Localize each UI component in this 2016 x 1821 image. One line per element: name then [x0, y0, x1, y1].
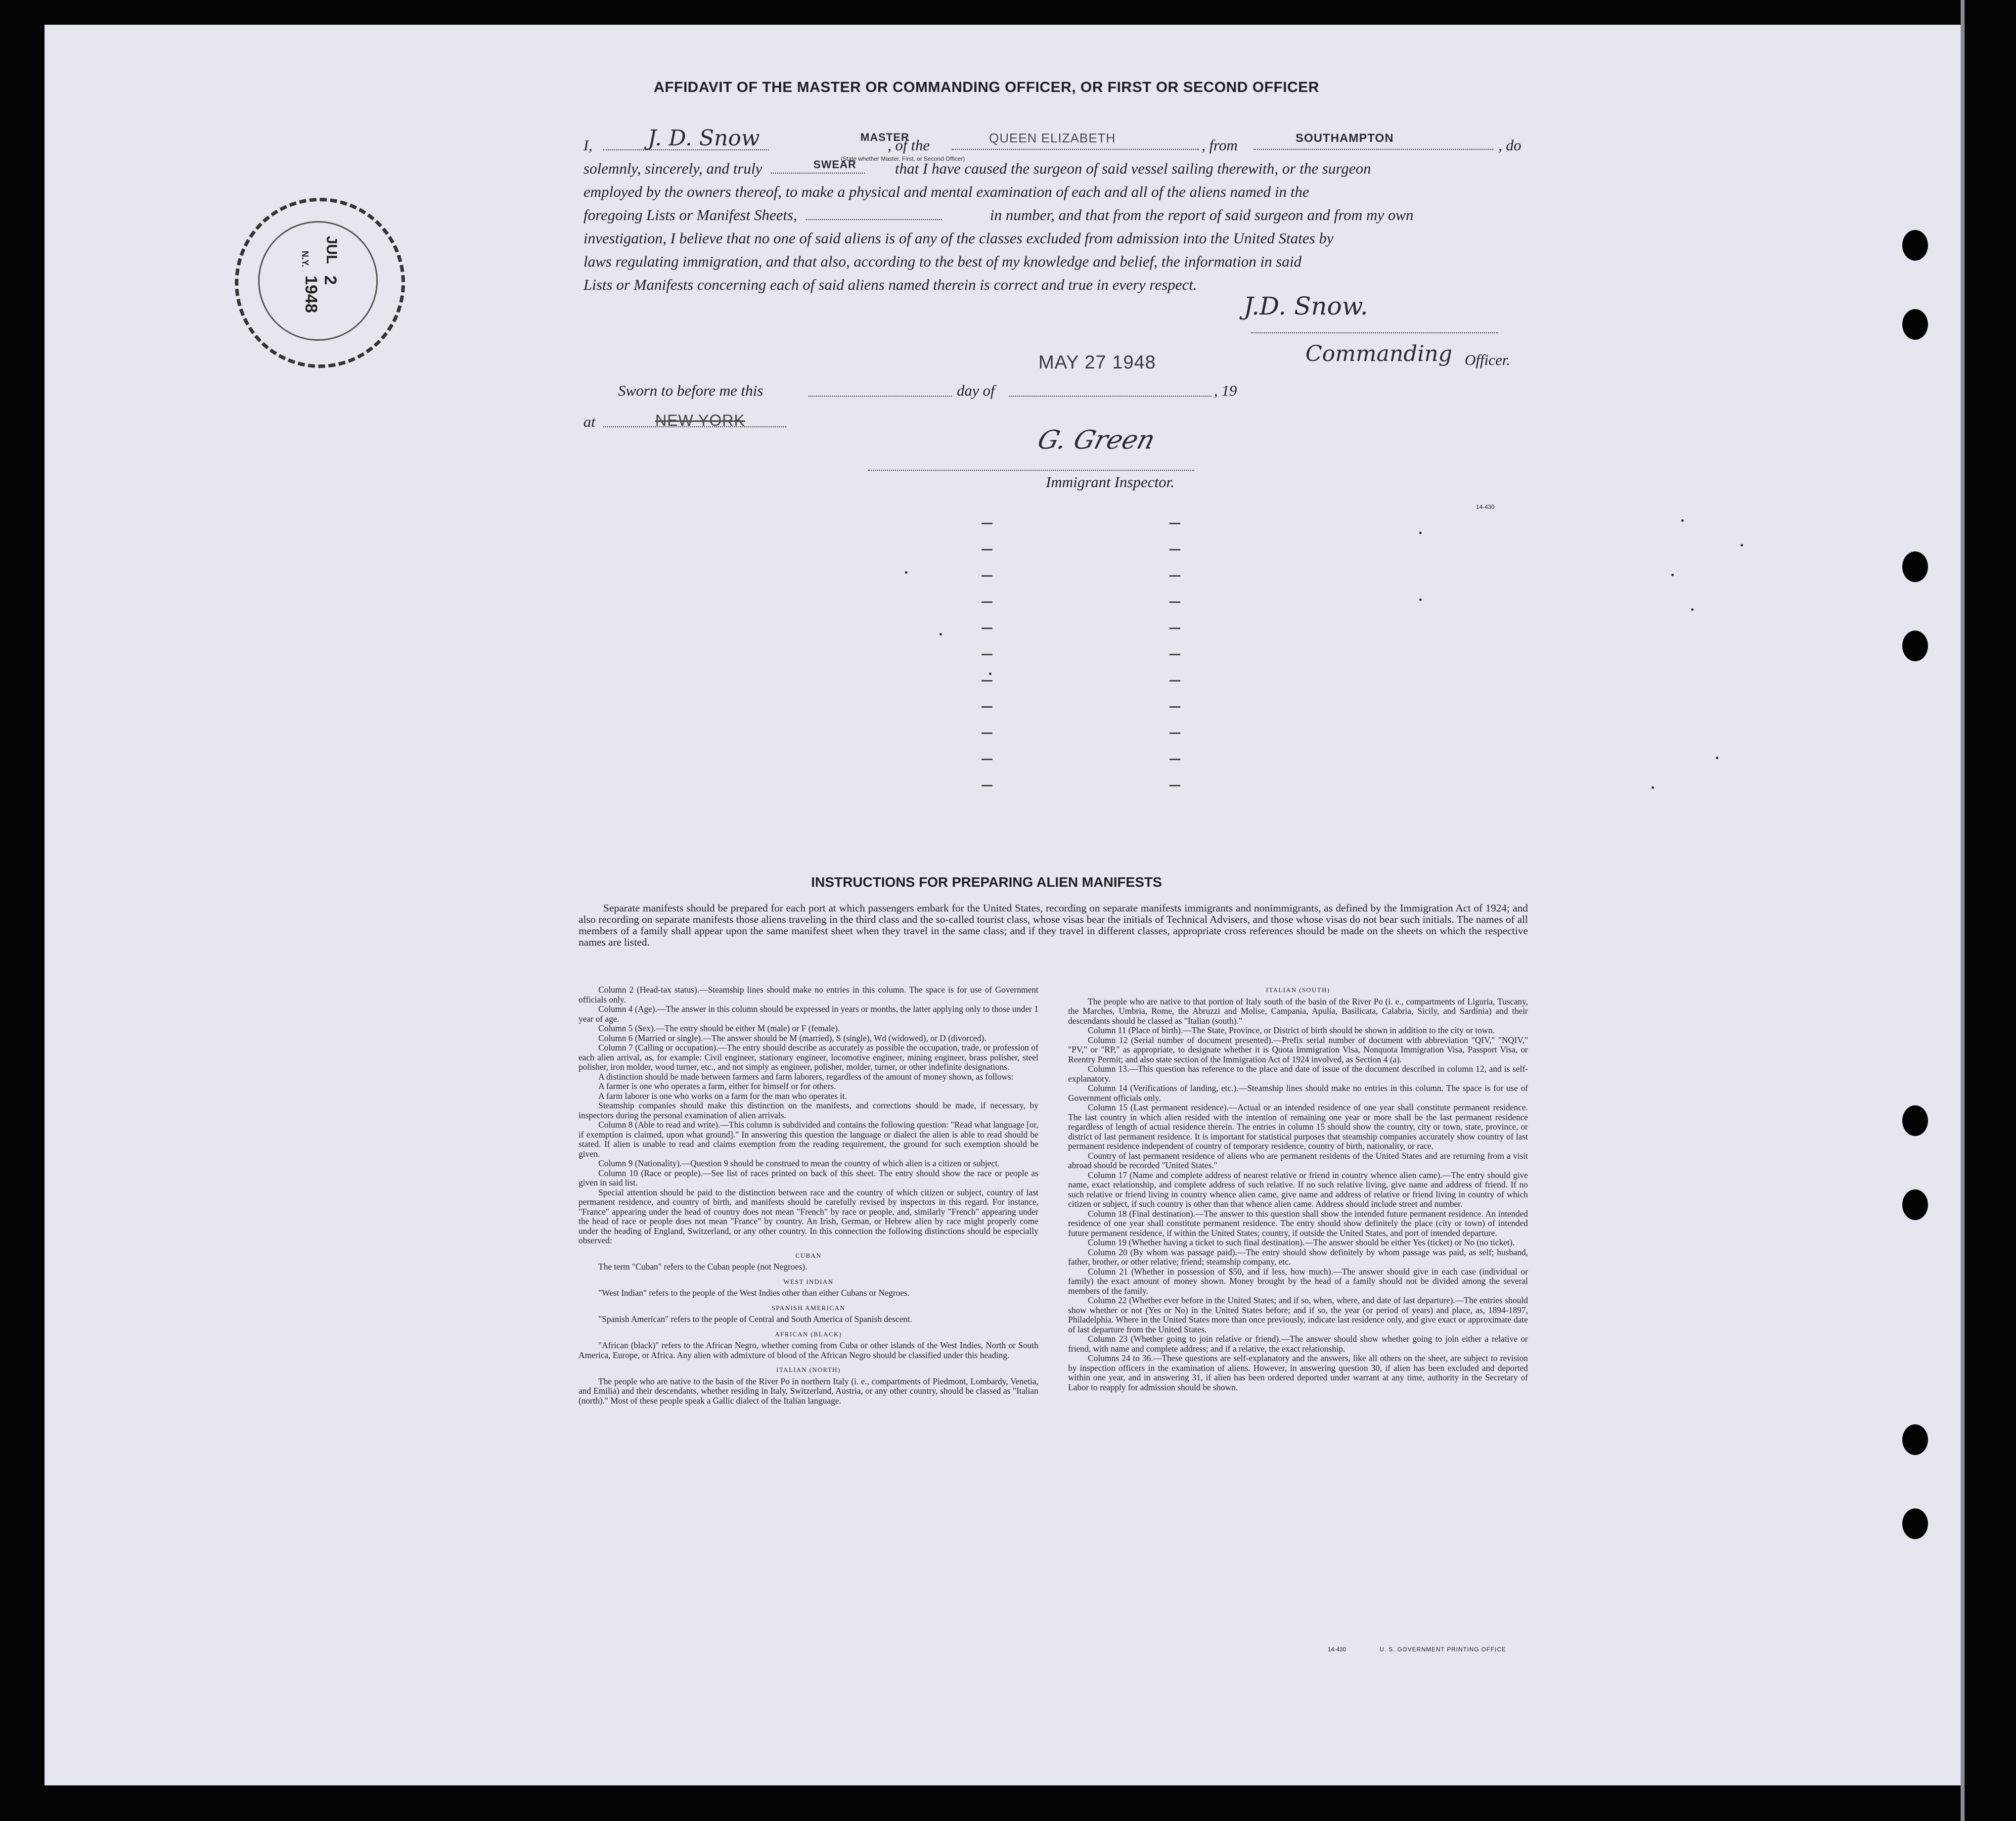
sworn-prefix: Sworn to before me this — [618, 382, 763, 399]
bleed-dot — [1671, 574, 1674, 576]
instr-left-p8: A farm laborer is one who works on a farm for the man who operates it. — [598, 1091, 847, 1101]
instr-left-p12: Column 10 (Race or people).—See list of races printed on back of this sheet. The entry should show the race or people as given in said list. — [579, 1168, 1038, 1187]
postmark-day-year: 2 1948 — [302, 275, 340, 313]
instr-right-c23: Column 23 (Whether going to join relative or friend).—The answer should show whether going to join either a relative or friend, with name and complete address; and if a relative, the exact relationship. — [1068, 1334, 1528, 1354]
instr-left-p4: Column 6 (Married or single).—The answer should be M (married), S (single), Wd (widowed), or D (divorced). — [598, 1033, 986, 1043]
bleed-mark — [1169, 575, 1180, 577]
instr-left-p1: Column 2 (Head-tax status).—Steamship lines should make no entries in this column. The space is for use of Government officials only. — [579, 985, 1038, 1004]
instr-right-c13: Column 13.—This question has reference to the place and date of issue of the document described in column 12, and is self-explanatory. — [1068, 1064, 1528, 1084]
instr-right-c15b: Country of last permanent residence of aliens who are permanent residents of the United States and are returning from a visit abroad should be recorded "United States." — [1068, 1150, 1528, 1170]
bleed-dot — [905, 571, 907, 574]
affidavit-prefix-i: I, — [583, 137, 593, 154]
affidavit-line-2 — [583, 157, 1528, 180]
inspector-signature: G. Green — [1034, 425, 1159, 455]
affidavit-line-5: investigation, I believe that no one of said aliens is of any of the classes excluded from admission into the United States by — [583, 229, 1334, 247]
instr-left-p5: Column 7 (Calling or occupation).—The entry should describe as accurately as possible the occupation, trade, or profession of each alien arrival, as, for example: Civil engineer, stationary engineer, locomotive engineer, mining engineer, brass polisher, steel polisher, iron molder, wood turner, etc., and not simply as engineer, polisher, molder, turner, or other indefinite designations. — [579, 1043, 1038, 1072]
sworn-month-line — [1009, 396, 1211, 397]
instr-right-c15: Column 15 (Last permanent residence).—Actual or an intended residence of one year shall constitute permanent residence. The last country in which alien resided with the intention of remaining one year or more shall be the last permanent residence regardless of length of actual residence therein. The entries in column 15 should show the country, city or town, state, province, or district of last permanent residence. It is important for statistical purposes that steamship companies accurately show country of last permanent residence independent of country of temporary residence, country of birth, nationality, or race. — [1068, 1102, 1528, 1151]
text-cuban: The term "Cuban" refers to the Cuban people (not Negroes). — [598, 1262, 807, 1272]
bleed-mark — [982, 654, 992, 655]
binder-hole — [1902, 1424, 1928, 1455]
bleed-mark — [982, 575, 992, 577]
departure-port: SOUTHAMPTON — [1296, 132, 1394, 145]
instr-left-p13: Special attention should be paid to the distinction between race and the country of which citizen or subject, country of last permanent residence, and country of birth, and manifests should be carefully revised by inspectors in this regard. For instance, "France" appearing under the head of country does not mean "French" by race or people, and, similarly "French" appearing under the head of race or people does not mean "France" by country. An Irish, German, or Hebrew alien by race might properly come under the heading of England, Switzerland, or any other country. In this connection the following distinctions should be especially observed: — [579, 1187, 1038, 1245]
oath-stamp: SWEAR — [813, 158, 856, 171]
bleed-dot — [1419, 598, 1422, 601]
instr-right-c19: Column 19 (Whether having a ticket to such final destination).—The answer should be either Yes (ticket) or No (no ticket). — [1088, 1237, 1515, 1247]
year-prefix: , 19 — [1214, 382, 1237, 399]
bleed-mark — [1169, 759, 1180, 760]
line4-suffix: in number, and that from the report of said surgeon and from my own — [990, 206, 1414, 224]
instr-left-p7: A farmer is one who operates a farm, either for himself or for others. — [598, 1081, 836, 1091]
count-field-line — [806, 219, 942, 220]
footer-form-number: 14-430 — [1328, 1646, 1346, 1653]
text-spanish-american: "Spanish American" refers to the people of Central and South America of Spanish descent. — [598, 1314, 912, 1324]
bleed-mark — [1169, 785, 1180, 786]
bleed-dot — [1741, 544, 1743, 546]
instr-right-c12: Column 12 (Serial number of document presented).—Prefix serial number of document with abbreviation "QIV," "NQIV," "PV," or "RP," as appropriate, to designate whether it is Quota Immigration Visa, Nonquota Immigration Visa, Passport Visa, or Reentry Permit; and also state section of the Immigration Act of 1924 involved, as Section 4 (a). — [1068, 1035, 1528, 1064]
bleed-mark — [1169, 680, 1180, 682]
bleed-mark — [1169, 523, 1180, 524]
affidavit-body — [583, 126, 1528, 296]
signature-line — [1251, 332, 1498, 333]
heading-cuban: CUBAN — [795, 1251, 822, 1259]
bleed-mark — [1169, 549, 1180, 550]
bleed-mark — [982, 601, 992, 603]
line2-prefix: solemnly, sincerely, and truly — [583, 160, 762, 177]
instr-right-c20: Column 20 (By whom was passage paid).—The entry should show definitely by whom passage was paid, as self; husband, father, brother, or other relative; friend; steamship company, etc. — [1068, 1247, 1528, 1267]
bleed-mark — [982, 523, 992, 524]
bleed-dot — [1681, 519, 1684, 522]
bleed-mark — [1169, 601, 1180, 603]
affidavit-line-4 — [583, 203, 1528, 227]
master-name-handwritten: J. D. Snow — [648, 126, 760, 151]
rank-note: (State whether Master, First, or Second Officer) — [841, 155, 965, 162]
bleed-mark — [982, 759, 992, 760]
heading-italian-south: ITALIAN (SOUTH) — [1266, 986, 1330, 994]
master-signature: J.D. Snow. — [1244, 292, 1368, 320]
instr-right-c21: Column 21 (Whether in possession of $50, and if less, how much).—The answer should give in each case (individual or family) the exact amount of money shown. Money brought by the head of a family should not be divided among the several members of the family. — [1068, 1266, 1528, 1296]
postmark-text: N.Y. — [300, 251, 310, 268]
heading-italian-north: ITALIAN (NORTH) — [776, 1366, 841, 1373]
place-stamp: NEW YORK — [655, 411, 745, 429]
bleed-dot — [1419, 532, 1422, 534]
instr-right-c22: Column 22 (Whether ever before in the United States; and if so, when, where, and date of last departure).—The entries should show whether or not (Yes or No) in the United States before; and if so, the year (or period of years) and place, as, 1894-1897, Philadelphia. Where in the United States more than once previously, indicate last residence only, and give exact or approximate date of last departure from the United States. — [1068, 1295, 1528, 1334]
binder-hole — [1902, 1189, 1928, 1220]
affidavit-line-7: Lists or Manifests concerning each of said aliens named therein is correct and true in every respect. — [583, 276, 1197, 293]
bleed-mark — [1169, 732, 1180, 734]
inspector-line — [868, 470, 1194, 471]
instr-right-c24: Columns 24 to 36.—These questions are self-explanatory and the answers, like all others on the sheet, are subject to revision by inspection officers in the examination of aliens. However, in answering question 30, if alien has been excluded and deported within one year, and in answering 31, if alien has been ordered deported under warrant at any time, authority in the Secretary of Labor to reapply for admission should be shown. — [1068, 1353, 1528, 1392]
bleed-mark — [982, 732, 992, 734]
heading-spanish-american: SPANISH AMERICAN — [771, 1304, 846, 1312]
bleed-dot — [940, 633, 942, 636]
rank-stamp: MASTER — [860, 131, 909, 143]
text-west-indian: "West Indian" refers to the people of the West Indies other than either Cubans or Negroes. — [598, 1288, 910, 1298]
bleed-dot — [1652, 786, 1654, 789]
instructions-title: INSTRUCTIONS FOR PREPARING ALIEN MANIFESTS — [811, 874, 1162, 890]
bleed-mark — [982, 680, 992, 682]
postmark-date — [275, 236, 374, 313]
binder-hole — [1902, 230, 1928, 261]
instr-left-p11: Column 9 (Nationality).—Question 9 should be construed to mean the country of which alien is a citizen or subject. — [598, 1158, 1000, 1168]
postmark-stamp — [235, 198, 405, 368]
text-african: "African (black)" refers to the African Negro, whether coming from Cuba or other islands of the West Indies, North or South America, Europe, or Africa. Any alien with admixture of blood of the African Negro should be classified under this heading. — [579, 1340, 1038, 1360]
instr-right-c14: Column 14 (Verifications of landing, etc.).—Steamship lines should make no entries in this column. The space is for use of Government officials only. — [1068, 1083, 1528, 1103]
from-label: , from — [1202, 137, 1238, 154]
binder-hole — [1902, 1508, 1928, 1539]
instructions-right-column — [1068, 985, 1528, 1392]
instr-right-c11: Column 11 (Place of birth).—The State, Province, or District of birth should be shown in addition to the city or town. — [1088, 1025, 1495, 1035]
bleed-mark — [1169, 628, 1180, 629]
instr-left-p2: Column 4 (Age).—The answer in this column should be expressed in years or months, the latter applying only to those under 1 year of age. — [579, 1004, 1038, 1024]
text-italian-north: The people who are native to the basin of the River Po in northern Italy (i. e., compartments of Piedmont, Lombardy, Venetia, and Emilia) and their descendants, whether residing in Italy, Switzerland, Austria, or any other country, should be classed as "Italian (north)." Most of these people speak a Gallic dialect of the Italian language. — [579, 1376, 1038, 1406]
instructions-left-column — [579, 985, 1038, 1406]
binder-hole — [1902, 309, 1928, 340]
bleed-mark — [982, 628, 992, 629]
text-italian-south: The people who are native to that portion of Italy south of the basin of the River Po (i. e., compartments of Liguria, Tuscany, the Marches, Umbria, Rome, the Abruzzi and Molise, Campania, Apulia, Basilicata, Calabria, Sicily, and Sardinia) and their descendants should be classed as "Italian (south)." — [1068, 996, 1528, 1026]
footer-printer: U. S. GOVERNMENT PRINTING OFFICE — [1380, 1646, 1506, 1653]
bleed-mark — [1169, 654, 1180, 655]
binder-hole — [1902, 1105, 1928, 1136]
form-number-top: 14-430 — [1476, 503, 1495, 510]
sworn-day-line — [808, 396, 952, 397]
instructions-intro: Separate manifests should be prepared for each port at which passengers embark for the United States, recording on separate manifests immigrants and nonimmigrants, as defined by the Immigration Act of 1924; and also recording on separate manifests those aliens traveling in the third class and the so-called tourist class, whose visas bear the initials of Technical Advisers, and those whose visas do not bear such initials. The names of all members of a family shall appear upon the same manifest sheet when they travel in the same class; and if they travel in different classes, appropriate cross references should be made on the sheets on which the respective names are listed. — [579, 902, 1528, 948]
inspector-label: Immigrant Inspector. — [1046, 473, 1175, 491]
instr-left-p10: Column 8 (Able to read and write).—This column is subdivided and contains the following question: "Read what language [or, if exemption is claimed, upon what ground]." In answering this question the language or dialect the alien is able to read should be stated. If alien is unable to read and claims exemption from the reading requirement, the ground for such exemption should be given. — [579, 1120, 1039, 1159]
officer-label: Officer. — [1465, 351, 1511, 368]
instr-left-p6: A distinction should be made between farmers and farm laborers, regardless of the amount of money shown, as follows: — [598, 1071, 1014, 1082]
line2-suffix: that I have caused the surgeon of said vessel sailing therewith, or the surgeon — [895, 160, 1371, 177]
of-the-label: , of the — [888, 137, 930, 154]
line4-prefix: foregoing Lists or Manifest Sheets, — [583, 206, 797, 224]
binder-hole — [1902, 551, 1928, 582]
bleed-mark — [1169, 706, 1180, 708]
bleed-mark — [982, 706, 992, 708]
vessel-name: QUEEN ELIZABETH — [989, 131, 1116, 145]
day-of-label: day of — [957, 382, 995, 399]
bleed-mark — [982, 549, 992, 550]
heading-african: AFRICAN (BLACK) — [775, 1330, 842, 1338]
instr-right-c17: Column 17 (Name and complete address of nearest relative or friend in country whence alien came).—The entry should give name, exact relationship, and complete address of such relative. If no such relative living, give name and address of friend. If no such relative or friend living in country whence alien came, give name and address of relative or friend living in country of which citizen or subject, if such country is other than that whence alien came. Address should include street and number. — [1068, 1170, 1528, 1209]
affidavit-line-6: laws regulating immigration, and that also, according to the best of my knowledge and belief, the information in said — [583, 253, 1302, 270]
affidavit-title: AFFIDAVIT OF THE MASTER OR COMMANDING OFFICER, OR FIRST OR SECOND OFFICER — [654, 79, 1319, 95]
heading-west-indian: WEST INDIAN — [783, 1277, 834, 1285]
do-label: , do — [1498, 137, 1522, 154]
bleed-dot — [989, 673, 991, 675]
affidavit-line-1 — [583, 126, 1528, 162]
bleed-mark — [982, 785, 992, 786]
commanding-handwritten: Commanding — [1305, 341, 1452, 366]
postmark-month: JUL — [323, 236, 340, 264]
bleed-dot — [1716, 757, 1718, 759]
date-stamp: MAY 27 1948 — [1038, 352, 1156, 373]
bleed-dot — [1691, 608, 1694, 611]
binder-hole — [1902, 631, 1928, 661]
at-label: at — [583, 413, 596, 430]
instr-left-p3: Column 5 (Sex).—The entry should be either M (male) or F (female). — [598, 1023, 840, 1033]
instr-right-c18: Column 18 (Final destination).—The answer to this question shall show the intended future permanent residence. An intended residence of one year shall constitute permanent residence. The entry should show definitely the place (city or town) of intended future permanent residence, if within the United States; country, if outside the United States, and port of intended departure. — [1068, 1208, 1528, 1238]
affidavit-line-3: employed by the owners thereof, to make a physical and mental examination of each and all of the aliens named in the — [583, 183, 1309, 200]
page-edge — [1961, 0, 1965, 1821]
instr-left-p9: Steamship companies should make this distinction on the manifests, and corrections should be made, if necessary, by inspectors during the personal examination of alien arrivals. — [579, 1100, 1038, 1120]
